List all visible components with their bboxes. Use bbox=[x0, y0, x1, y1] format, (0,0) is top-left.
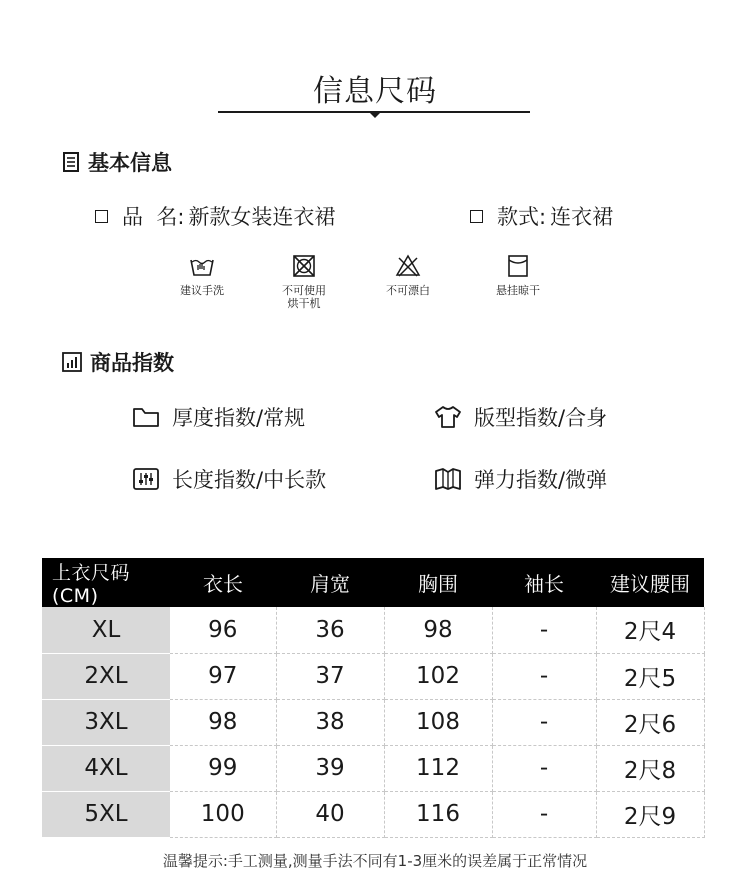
table-cell: 98 bbox=[384, 607, 492, 653]
basic-info-title: 基本信息 bbox=[88, 151, 172, 175]
table-cell: 2尺9 bbox=[596, 791, 704, 837]
table-header-cell: 肩宽 bbox=[276, 558, 384, 607]
book-icon bbox=[434, 467, 462, 491]
care-label: 建议手洗 bbox=[180, 284, 224, 297]
table-row bbox=[42, 699, 704, 745]
care-item-no-bleach bbox=[368, 254, 448, 297]
shirt-icon bbox=[434, 405, 462, 429]
basic-info-heading bbox=[62, 147, 172, 177]
index-item-label: 弹力指数/微弹 bbox=[474, 468, 608, 492]
product-index-heading bbox=[62, 347, 174, 377]
index-item-stretch bbox=[434, 464, 607, 494]
table-cell: 99 bbox=[170, 745, 276, 791]
product-style-value: 连衣裙 bbox=[550, 205, 614, 229]
hand-wash-icon bbox=[189, 254, 215, 278]
table-cell: 97 bbox=[170, 653, 276, 699]
product-name-label: 品 名: bbox=[122, 205, 185, 229]
table-header-cell: 建议腰围 bbox=[596, 558, 704, 607]
table-cell: 98 bbox=[170, 699, 276, 745]
table-cell: 102 bbox=[384, 653, 492, 699]
care-item-hang-dry bbox=[478, 254, 558, 297]
table-cell: 2尺8 bbox=[596, 745, 704, 791]
table-cell: 37 bbox=[276, 653, 384, 699]
hang-dry-icon bbox=[507, 254, 529, 278]
table-cell: - bbox=[492, 699, 596, 745]
table-cell: 116 bbox=[384, 791, 492, 837]
table-cell: - bbox=[492, 607, 596, 653]
table-cell: 40 bbox=[276, 791, 384, 837]
product-name-value: 新款女装连衣裙 bbox=[188, 205, 336, 229]
index-item-fit bbox=[434, 402, 607, 432]
table-cell: 100 bbox=[170, 791, 276, 837]
index-item-length bbox=[132, 464, 326, 494]
index-item-thickness bbox=[132, 402, 305, 432]
title-divider-notch bbox=[369, 112, 381, 118]
sliders-icon bbox=[132, 467, 160, 491]
size-cell: XL bbox=[42, 607, 170, 653]
table-row bbox=[42, 791, 704, 837]
checkbox-icon bbox=[95, 210, 108, 223]
table-cell: - bbox=[492, 745, 596, 791]
table-cell: 2尺5 bbox=[596, 653, 704, 699]
table-cell: 38 bbox=[276, 699, 384, 745]
size-cell: 4XL bbox=[42, 745, 170, 791]
table-cell: 112 bbox=[384, 745, 492, 791]
care-item-hand-wash bbox=[162, 254, 242, 297]
table-row bbox=[42, 607, 704, 653]
size-cell: 5XL bbox=[42, 791, 170, 837]
product-index-title: 商品指数 bbox=[90, 351, 174, 375]
table-header-cell: 衣长 bbox=[170, 558, 276, 607]
product-style-label: 款式: bbox=[497, 205, 547, 229]
table-cell: 108 bbox=[384, 699, 492, 745]
table-header-cell: 上衣尺码(CM) bbox=[42, 558, 170, 607]
table-header-cell: 胸围 bbox=[384, 558, 492, 607]
document-icon bbox=[62, 152, 80, 172]
table-header-row bbox=[42, 558, 704, 607]
table-row bbox=[42, 653, 704, 699]
table-row bbox=[42, 745, 704, 791]
table-cell: 2尺4 bbox=[596, 607, 704, 653]
bar-chart-icon bbox=[62, 352, 82, 372]
measurement-note: 温馨提示:手工测量,测量手法不同有1-3厘米的误差属于正常情况 bbox=[162, 852, 588, 870]
table-cell: - bbox=[492, 791, 596, 837]
product-name-row bbox=[95, 201, 335, 231]
table-cell: 2尺6 bbox=[596, 699, 704, 745]
table-header-cell: 袖长 bbox=[492, 558, 596, 607]
care-label: 不可使用 烘干机 bbox=[282, 284, 326, 310]
index-item-label: 厚度指数/常规 bbox=[172, 406, 306, 430]
no-bleach-icon bbox=[395, 254, 421, 278]
size-cell: 2XL bbox=[42, 653, 170, 699]
index-item-label: 长度指数/中长款 bbox=[172, 468, 327, 492]
folder-icon bbox=[132, 405, 160, 429]
table-cell: 96 bbox=[170, 607, 276, 653]
checkbox-icon bbox=[470, 210, 483, 223]
care-label: 悬挂晾干 bbox=[496, 284, 540, 297]
table-cell: 39 bbox=[276, 745, 384, 791]
table-cell: 36 bbox=[276, 607, 384, 653]
product-style-row bbox=[470, 201, 613, 231]
no-tumble-dry-icon bbox=[292, 254, 316, 278]
table-cell: - bbox=[492, 653, 596, 699]
page-title: 信息尺码 bbox=[313, 74, 437, 109]
size-cell: 3XL bbox=[42, 699, 170, 745]
size-table bbox=[42, 558, 705, 838]
index-item-label: 版型指数/合身 bbox=[474, 406, 608, 430]
care-item-no-tumble-dry bbox=[264, 254, 344, 310]
care-label: 不可漂白 bbox=[386, 284, 430, 297]
